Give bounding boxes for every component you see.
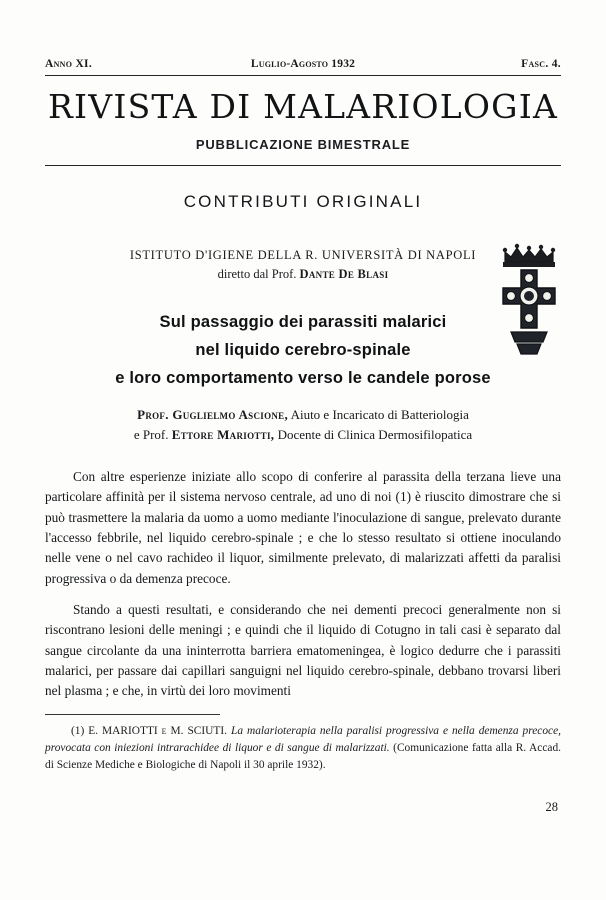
director-name: Dante De Blasi xyxy=(299,266,389,281)
footnote-authors: E. MARIOTTI e M. SCIUTI. xyxy=(88,724,228,737)
journal-subtitle: PUBBLICAZIONE BIMESTRALE xyxy=(195,136,411,152)
journal-title: RIVISTA DI MALARIOLOGIA xyxy=(48,87,558,126)
author-1-name: Prof. Guglielmo Ascione, xyxy=(137,406,289,422)
masthead-issue-date: Luglio-Agosto 1932 xyxy=(250,58,356,70)
author-line-1 xyxy=(45,405,561,425)
page-content xyxy=(45,58,561,774)
article-body xyxy=(45,467,561,702)
author-2-name: Ettore Mariotti, xyxy=(171,426,275,442)
footnote-title: La malarioterapia nella paralisi progressiva e nella demenza precoce, provocata con iniezioni intrarachidee di liquor e di sangue di malarizzati. xyxy=(45,724,561,754)
director-prefix: diretto dal Prof. xyxy=(217,266,297,281)
footnote-marker: (1) xyxy=(71,724,85,737)
author-2-role: Docente di Clinica Dermosifilopatica xyxy=(274,426,473,442)
author-1-role: Aiuto e Incaricato di Batteriologia xyxy=(288,406,469,422)
author-2-prefix: e Prof. xyxy=(133,426,172,442)
masthead-rule-bottom xyxy=(45,165,561,166)
masthead-rule-top xyxy=(45,75,561,76)
section-heading: CONTRIBUTI ORIGINALI xyxy=(183,191,423,211)
masthead-issue-line xyxy=(45,58,561,70)
footnote-rule xyxy=(45,714,220,715)
article-title-line-2: nel liquido cerebro-spinale xyxy=(195,341,411,360)
footnote xyxy=(45,723,561,774)
masthead-year: Anno XI. xyxy=(45,58,93,70)
page-number: 28 xyxy=(545,800,558,814)
university-crest-icon xyxy=(481,236,573,364)
article-title-line-3: e loro comportamento verso le candele porose xyxy=(115,369,491,388)
article-title-line-1: Sul passaggio dei parassiti malarici xyxy=(159,312,447,331)
author-line-2 xyxy=(45,425,561,445)
masthead-fascicle: Fasc. 4. xyxy=(521,58,561,70)
footnote-rest: (Comunicazione fatta alla R. Accad. di Scienze Mediche e Biologiche di Napoli il 30 aprile 1932). xyxy=(45,741,561,772)
institute-line: ISTITUTO D'IGIENE DELLA R. UNIVERSITÀ DI NAPOLI xyxy=(129,247,477,262)
body-paragraph-2: Stando a questi resultati, e considerando che nei dementi precoci generalmente non si riscontrano lesioni delle meningi ; e quindi che il liquido di Cotugno in tali casi è separato dal sangue circolante da una ininterrotta barriera ematomeningea, è logico dedurre che i parassiti malarici, per passare dai capillari sanguigni nel liquido cerebro-spinale, debbano trovarsi liberi nel plasma ; e che, in virtù dei loro movimenti xyxy=(45,602,561,699)
body-paragraph-1: Con altre esperienze iniziate allo scopo di conferire al parassita della terzana lieve una particolare affinità per il sistema nervoso centrale, ad uno di noi (1) è riuscito dimostrare che si può trasmettere la malaria da uomo a uomo mediante l'inoculazione di sangue, prelevato durante l'accesso febbrile, nel liquido cerebro-spinale ; e che lo stesso resultato si ottiene inoculando nelle vene o nel cavo rachideo il liquor, similmente prelevato, di malarizzati affetti da paralisi progressiva o da demenza precoce. xyxy=(45,469,561,586)
article-authors xyxy=(45,405,561,445)
